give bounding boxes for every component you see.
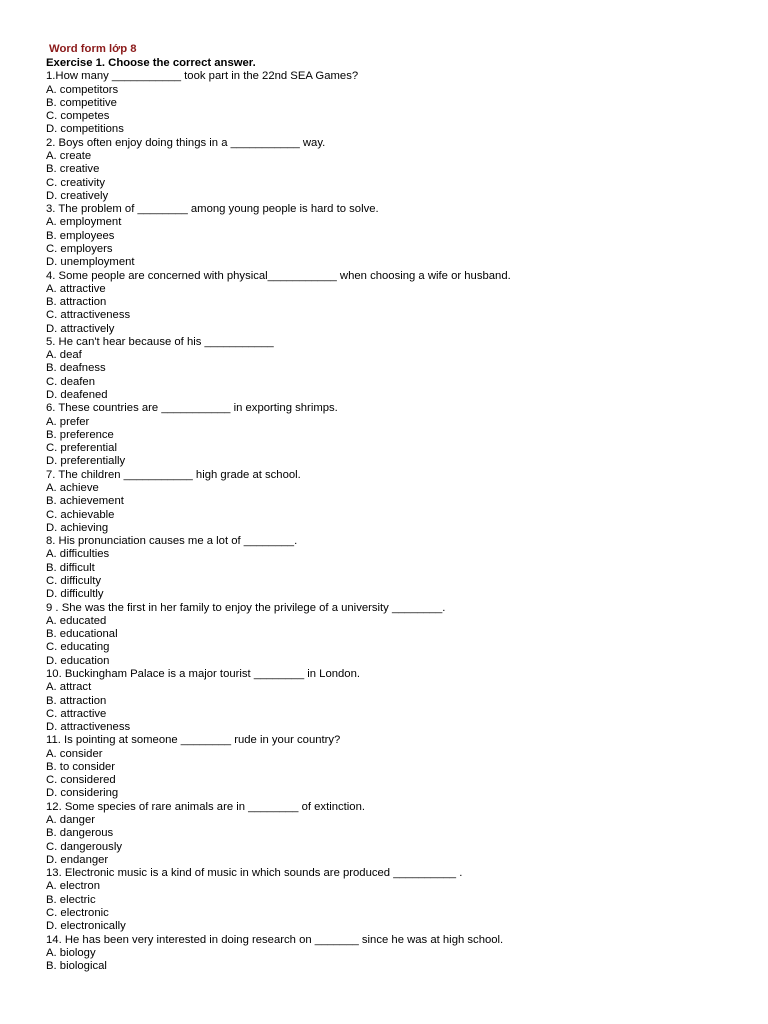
answer-option: A. biology bbox=[46, 946, 96, 959]
question-block bbox=[46, 270, 746, 336]
answer-option: B. dangerous bbox=[46, 827, 114, 840]
answer-option: D. unemployment bbox=[46, 256, 135, 269]
question-text: 1.How many ___________ took part in the 22nd SEA Games? bbox=[46, 70, 359, 83]
question-block bbox=[46, 137, 746, 203]
answer-option: A. difficulties bbox=[46, 548, 110, 561]
answer-option: A. deaf bbox=[46, 349, 82, 362]
answer-option: A. achieve bbox=[46, 482, 99, 494]
exercise-heading: Exercise 1. Choose the correct answer. bbox=[46, 57, 256, 69]
question-text: 6. These countries are ___________ in exporting shrimps. bbox=[46, 402, 338, 415]
question-text: 14. He has been very interested in doing research on _______ since he was at high school. bbox=[46, 933, 504, 946]
answer-option: D. considering bbox=[46, 787, 119, 800]
question-text: 7. The children ___________ high grade at school. bbox=[46, 468, 301, 481]
question-text: 9 . She was the first in her family to enjoy the privilege of a university ________. bbox=[46, 601, 446, 614]
answer-option: C. creativity bbox=[46, 176, 106, 189]
answer-option: C. difficulty bbox=[46, 574, 102, 587]
answer-option: B. attraction bbox=[46, 296, 107, 309]
answer-option: C. considered bbox=[46, 774, 116, 787]
answer-option: B. to consider bbox=[46, 760, 116, 773]
answer-option: C. attractiveness bbox=[46, 309, 131, 322]
answer-option: D. education bbox=[46, 654, 110, 667]
answer-option: B. educational bbox=[46, 628, 118, 641]
question-block bbox=[46, 203, 746, 269]
answer-option: A. educated bbox=[46, 614, 107, 627]
answer-option: A. danger bbox=[46, 814, 95, 827]
answer-option: D. attractively bbox=[46, 322, 115, 335]
question-text: 3. The problem of ________ among young people is hard to solve. bbox=[46, 203, 379, 216]
answer-option: D. attractiveness bbox=[46, 721, 131, 734]
answer-option: A. electron bbox=[46, 880, 101, 893]
answer-option: C. competes bbox=[46, 110, 110, 123]
question-block bbox=[46, 801, 746, 867]
answer-option: C. employers bbox=[46, 242, 113, 255]
document-body bbox=[46, 42, 746, 973]
document-title: Word form lớp 8 bbox=[49, 43, 137, 55]
answer-option: A. employment bbox=[46, 216, 122, 229]
question-text: 12. Some species of rare animals are in ________ of extinction. bbox=[46, 800, 366, 813]
question-block bbox=[46, 602, 746, 668]
question-block bbox=[46, 535, 746, 601]
question-text: 8. His pronunciation causes me a lot of ________. bbox=[46, 535, 298, 548]
question-block bbox=[46, 70, 746, 136]
answer-option: B. attraction bbox=[46, 694, 107, 707]
answer-option: A. competitors bbox=[46, 83, 119, 96]
question-block bbox=[46, 336, 746, 402]
answer-option: A. create bbox=[46, 149, 92, 162]
question-block bbox=[46, 668, 746, 734]
answer-option: B. difficult bbox=[46, 561, 95, 574]
question-text: 4. Some people are concerned with physical___________ when choosing a wife or husband. bbox=[46, 269, 511, 282]
answer-option: D. deafened bbox=[46, 389, 108, 402]
answer-option: B. creative bbox=[46, 163, 100, 176]
answer-option: B. competitive bbox=[46, 96, 117, 109]
question-block bbox=[46, 734, 746, 800]
question-list bbox=[46, 70, 746, 973]
answer-option: D. competitions bbox=[46, 123, 124, 136]
answer-option: A. attract bbox=[46, 681, 92, 694]
question-text: 5. He can't hear because of his ___________ bbox=[46, 335, 274, 348]
answer-option: B. employees bbox=[46, 229, 115, 242]
answer-option: C. preferential bbox=[46, 442, 117, 455]
answer-option: B. biological bbox=[46, 960, 107, 973]
answer-option: D. endanger bbox=[46, 853, 109, 866]
answer-option: D. creatively bbox=[46, 189, 109, 202]
answer-option: C. electronic bbox=[46, 907, 109, 919]
answer-option: D. achieving bbox=[46, 521, 109, 534]
question-text: 2. Boys often enjoy doing things in a ___________ way. bbox=[46, 136, 326, 149]
answer-option: C. achievable bbox=[46, 508, 115, 521]
question-block bbox=[46, 469, 746, 535]
question-text: 11. Is pointing at someone ________ rude in your country? bbox=[46, 734, 341, 747]
answer-option: C. educating bbox=[46, 641, 110, 654]
answer-option: C. dangerously bbox=[46, 840, 122, 853]
answer-option: C. attractive bbox=[46, 707, 107, 720]
answer-option: B. preference bbox=[46, 428, 114, 441]
answer-option: D. electronically bbox=[46, 920, 126, 933]
answer-option: A. attractive bbox=[46, 282, 106, 295]
question-block bbox=[46, 934, 746, 974]
question-block bbox=[46, 867, 746, 933]
answer-option: B. deafness bbox=[46, 362, 106, 375]
question-text: 13. Electronic music is a kind of music in which sounds are produced __________ . bbox=[46, 867, 463, 880]
answer-option: A. prefer bbox=[46, 415, 90, 428]
answer-option: D. preferentially bbox=[46, 455, 126, 468]
answer-option: A. consider bbox=[46, 747, 103, 760]
answer-option: C. deafen bbox=[46, 375, 95, 388]
question-text: 10. Buckingham Palace is a major tourist ________ in London. bbox=[46, 667, 361, 680]
answer-option: B. electric bbox=[46, 893, 96, 906]
question-block bbox=[46, 402, 746, 468]
answer-option: D. difficultly bbox=[46, 588, 104, 601]
answer-option: B. achievement bbox=[46, 495, 124, 508]
